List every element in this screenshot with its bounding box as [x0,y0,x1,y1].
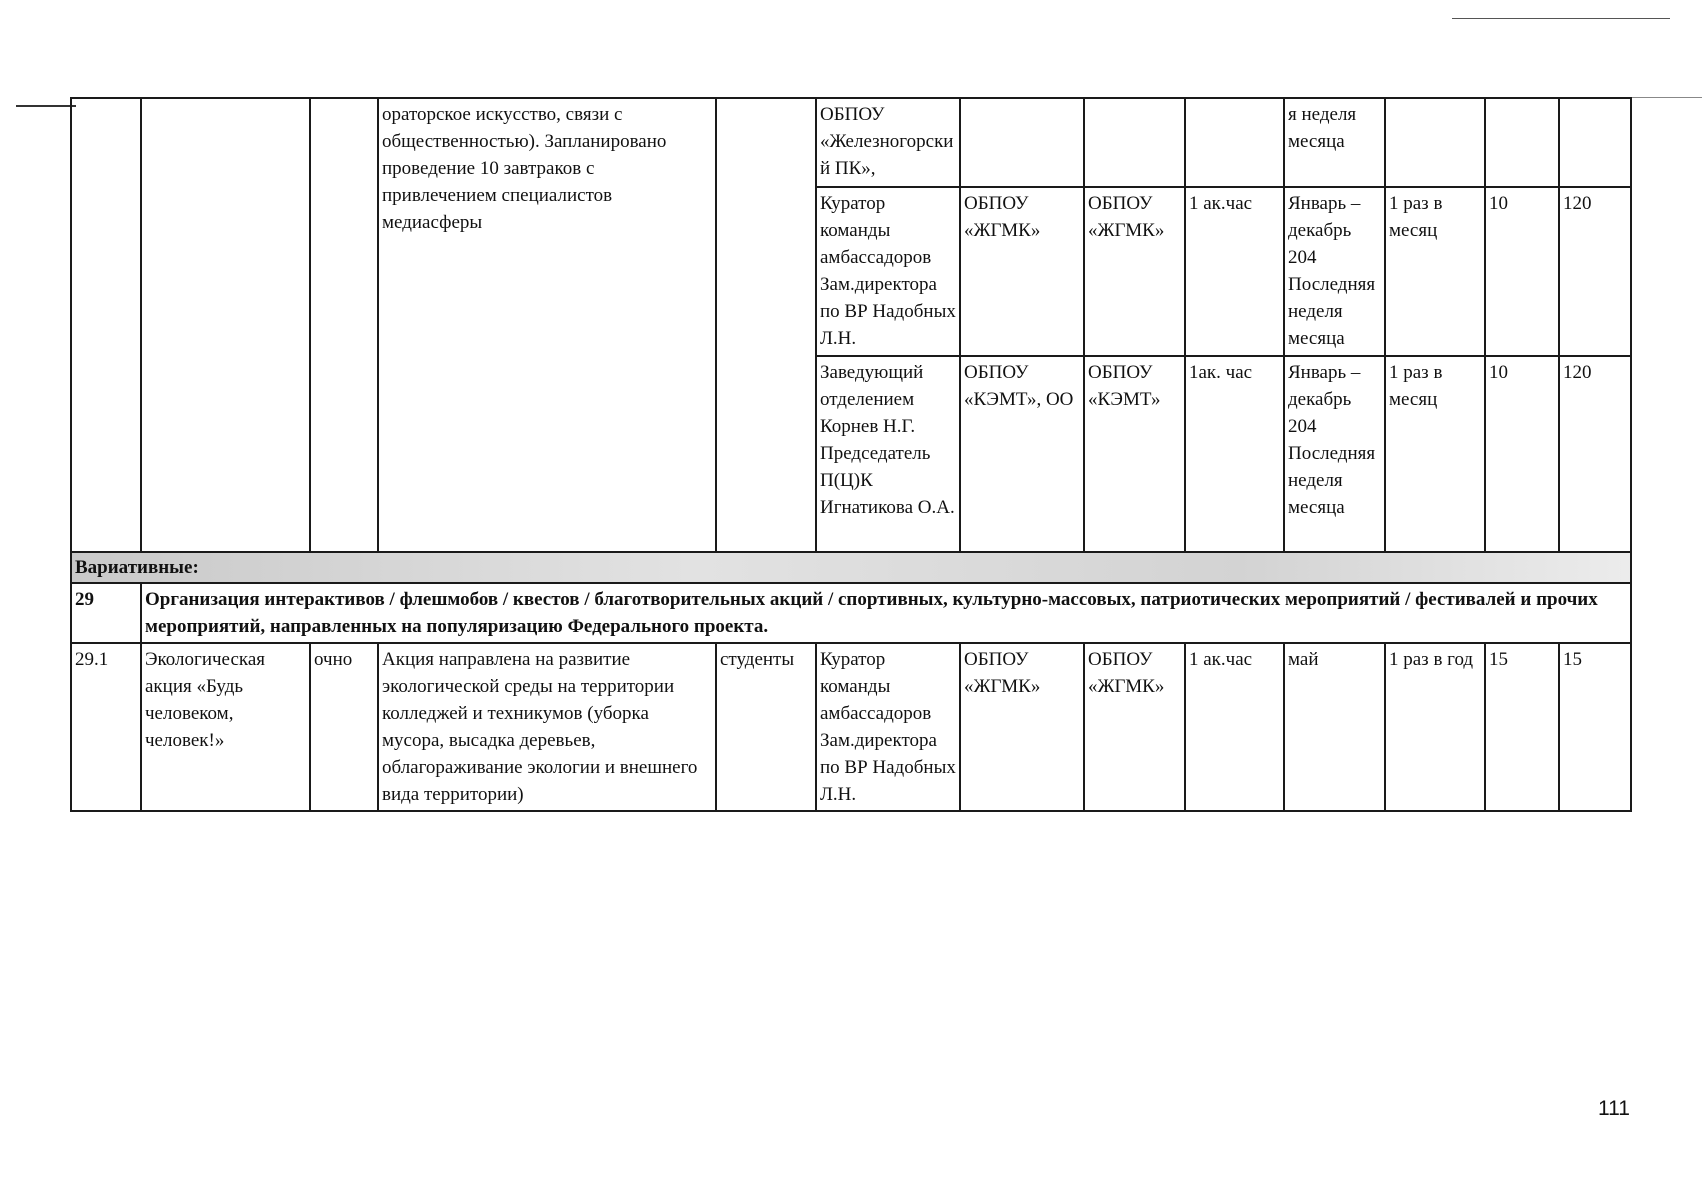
cell-count: 15 [1485,643,1559,811]
cell-org2: ОБПОУ «ЖГМК» [1084,643,1185,811]
cell-count: 10 [1485,187,1559,356]
cell-period: май [1284,643,1385,811]
cell-count: 10 [1485,356,1559,552]
cell-org1 [960,98,1084,187]
cell-frequency [1385,98,1485,187]
cell-responsible: Куратор команды амбассадоров Зам.директора по ВР Надобных Л.Н. [816,187,960,356]
section-header-row [71,552,1631,583]
cell-count [1485,98,1559,187]
cell-org1: ОБПОУ «ЖГМК» [960,643,1084,811]
cell-total: 120 [1559,356,1631,552]
cell-num [71,98,141,552]
cell-org2: ОБПОУ «ЖГМК» [1084,187,1185,356]
cell-frequency: 1 раз в месяц [1385,187,1485,356]
page-number: 111 [1598,1097,1630,1120]
cell-org2: ОБПОУ «КЭМТ» [1084,356,1185,552]
cell-responsible: Куратор команды амбассадоров Зам.директора по ВР Надобных Л.Н. [816,643,960,811]
table-row [71,643,1631,811]
table-row [71,583,1631,643]
cell-total [1559,98,1631,187]
cell-form [310,98,378,552]
item-number: 29 [71,583,141,643]
item-title: Организация интерактивов / флешмобов / квестов / благотворительных акций / спортивных, культурно-массовых, патриотических мероприятий / фестивалей и прочих мероприятий, направленных на популяризацию Федерального проекта. [141,583,1631,643]
cell-hours: 1 ак.час [1185,187,1284,356]
scan-artifact-line-right [1630,97,1702,98]
cell-description: Акция направлена на развитие экологической среды на территории колледжей и техникумов (уборка мусора, высадка деревьев, облагораживание экологии и внешнего вида территории) [378,643,716,811]
cell-audience [716,98,816,552]
cell-total: 15 [1559,643,1631,811]
cell-hours [1185,98,1284,187]
cell-org2 [1084,98,1185,187]
cell-responsible: ОБПОУ «Железногорский ПК», [816,98,960,187]
cell-hours: 1 ак.час [1185,643,1284,811]
cell-period: Январь – декабрь 204 Последняя неделя месяца [1284,356,1385,552]
activity-plan-table [70,97,1632,812]
cell-total: 120 [1559,187,1631,356]
table-row [71,98,1631,187]
cell-num: 29.1 [71,643,141,811]
cell-org1: ОБПОУ «КЭМТ», ОО [960,356,1084,552]
cell-frequency: 1 раз в месяц [1385,356,1485,552]
cell-description: ораторское искусство, связи с общественностью). Запланировано проведение 10 завтраков с привлечением специалистов медиасферы [378,98,716,552]
cell-form: очно [310,643,378,811]
cell-period: я неделя месяца [1284,98,1385,187]
cell-responsible: Заведующий отделением Корнев Н.Г. Председатель П(Ц)К Игнатикова О.А. [816,356,960,552]
cell-name: Экологическая акция «Будь человеком, человек!» [141,643,310,811]
cell-name [141,98,310,552]
section-label: Вариативные: [71,552,1631,583]
scan-artifact-line-left [16,105,76,107]
cell-org1: ОБПОУ «ЖГМК» [960,187,1084,356]
cell-period: Январь – декабрь 204 Последняя неделя месяца [1284,187,1385,356]
cell-frequency: 1 раз в год [1385,643,1485,811]
cell-audience: студенты [716,643,816,811]
scan-artifact-line-top-right [1452,18,1670,19]
cell-hours: 1ак. час [1185,356,1284,552]
